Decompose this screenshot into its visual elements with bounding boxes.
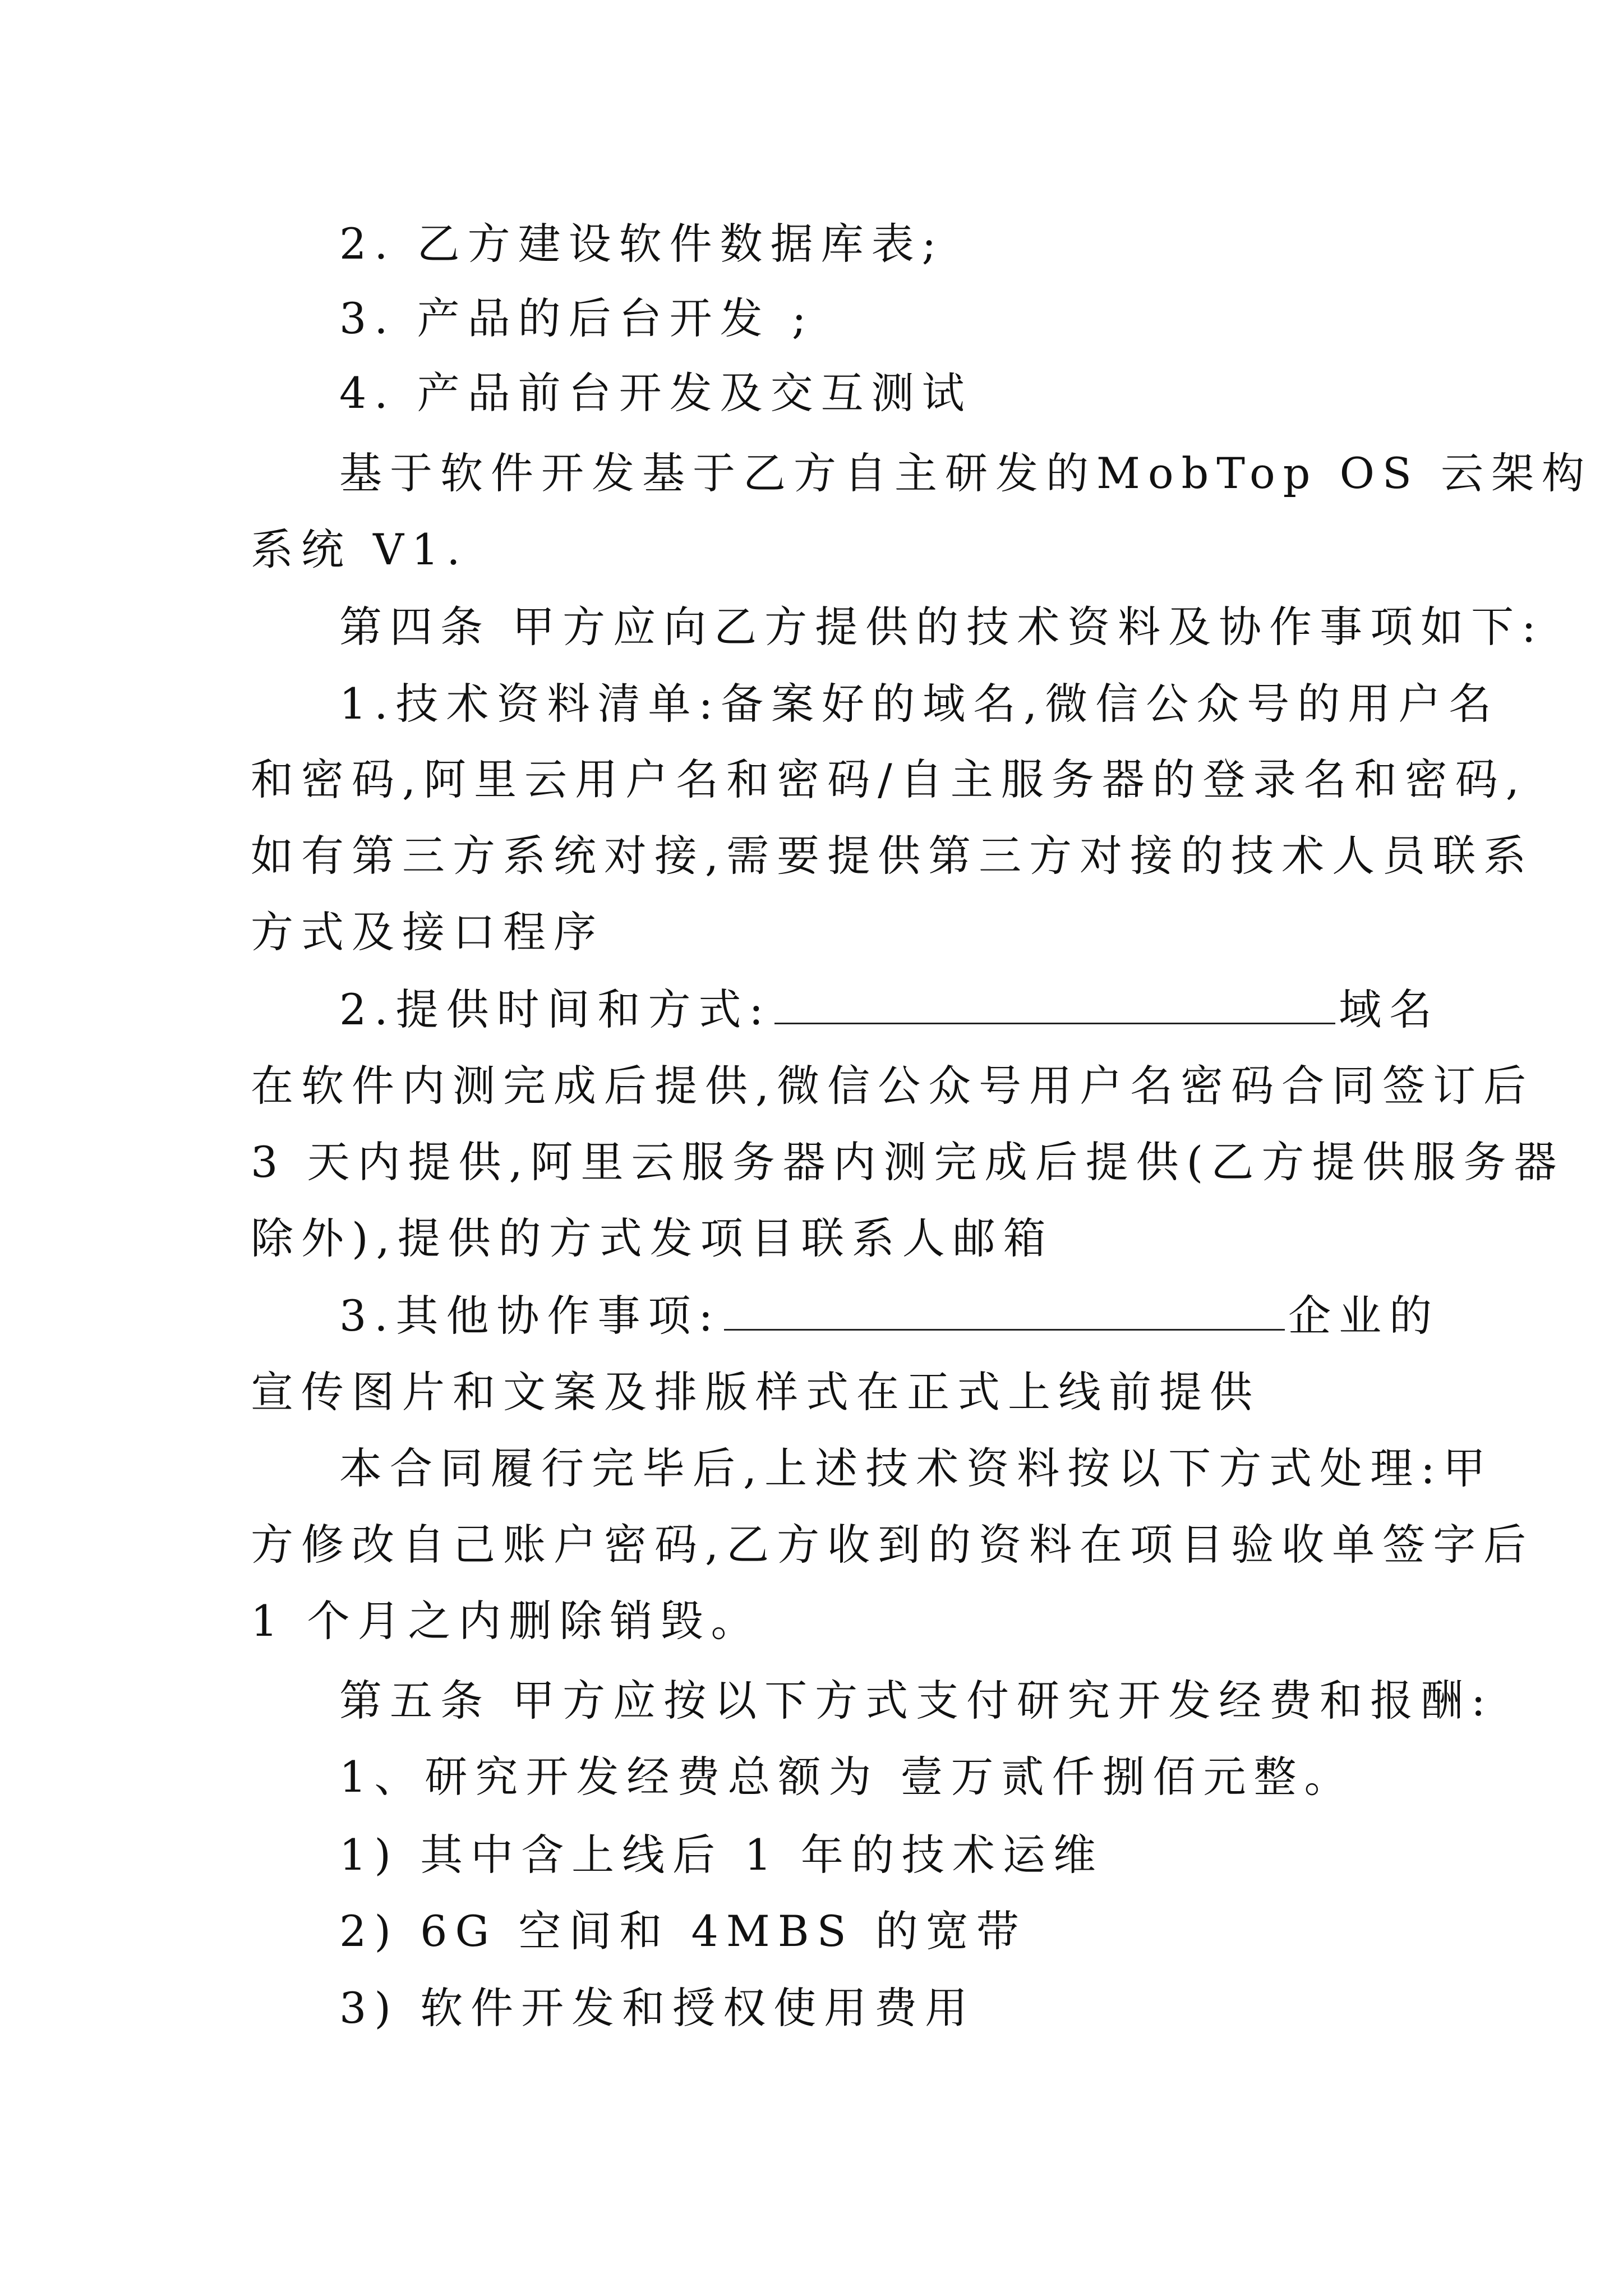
basis-line-1: 基于软件开发基于乙方自主研发的MobTop OS 云架构 xyxy=(339,448,1593,498)
a4-item2-line-2: 在软件内测完成后提供,微信公众号用户名密码合同签订后 xyxy=(251,1061,1534,1111)
item-database: 2. 乙方建设软件数据库表; xyxy=(339,219,944,269)
a5-sub3: 3) 软件开发和授权使用费用 xyxy=(339,1983,976,2033)
a5-sub2: 2) 6G 空间和 4MBS 的宽带 xyxy=(339,1906,1027,1956)
a4-after-line-2: 方修改自己账户密码,乙方收到的资料在项目验收单签字后 xyxy=(251,1520,1534,1570)
a4-item1-line-1: 1.技术资料清单:备案好的域名,微信公众号的用户名 xyxy=(339,679,1500,729)
a4-item3-line-1 xyxy=(339,1288,1440,1344)
a4-item2-label: 2.提供时间和方式: xyxy=(339,984,772,1034)
item-backend: 3. 产品的后台开发 ; xyxy=(339,293,814,343)
a4-item1-line-4: 方式及接口程序 xyxy=(251,907,604,957)
fill-in-blank[interactable] xyxy=(724,1290,1285,1331)
a4-after-line-3: 1 个月之内删除销毁。 xyxy=(251,1596,762,1646)
a4-item2-line-4: 除外),提供的方式发项目联系人邮箱 xyxy=(251,1213,1054,1263)
a5-item1: 1、研究开发经费总额为 壹万贰仟捌佰元整。 xyxy=(339,1752,1355,1802)
a5-sub1: 1) 其中含上线后 1 年的技术运维 xyxy=(339,1830,1104,1880)
a4-item3-after-blank: 企业的 xyxy=(1288,1291,1440,1341)
a4-item2-line-3: 3 天内提供,阿里云服务器内测完成后提供(乙方提供服务器 xyxy=(251,1137,1565,1187)
item-frontend: 4. 产品前台开发及交互测试 xyxy=(339,368,972,418)
article-5-heading: 第五条 甲方应按以下方式支付研究开发经费和报酬: xyxy=(339,1676,1493,1726)
fill-in-blank[interactable] xyxy=(774,983,1335,1024)
a4-item1-line-2: 和密码,阿里云用户名和密码/自主服务器的登录名和密码, xyxy=(251,754,1527,804)
a4-after-line-1: 本合同履行完毕后,上述技术资料按以下方式处理:甲 xyxy=(339,1443,1493,1493)
a4-item1-line-3: 如有第三方系统对接,需要提供第三方对接的技术人员联系 xyxy=(251,831,1534,881)
a4-item2-line-1 xyxy=(339,982,1440,1038)
basis-line-2: 系统 V1. xyxy=(251,524,468,574)
a4-item2-after-blank: 域名 xyxy=(1339,984,1440,1034)
a4-item3-line-2: 宣传图片和文案及排版样式在正式上线前提供 xyxy=(251,1367,1260,1417)
a4-item3-label: 3.其他协作事项: xyxy=(339,1291,721,1341)
article-4-heading: 第四条 甲方应向乙方提供的技术资料及协作事项如下: xyxy=(339,602,1544,652)
